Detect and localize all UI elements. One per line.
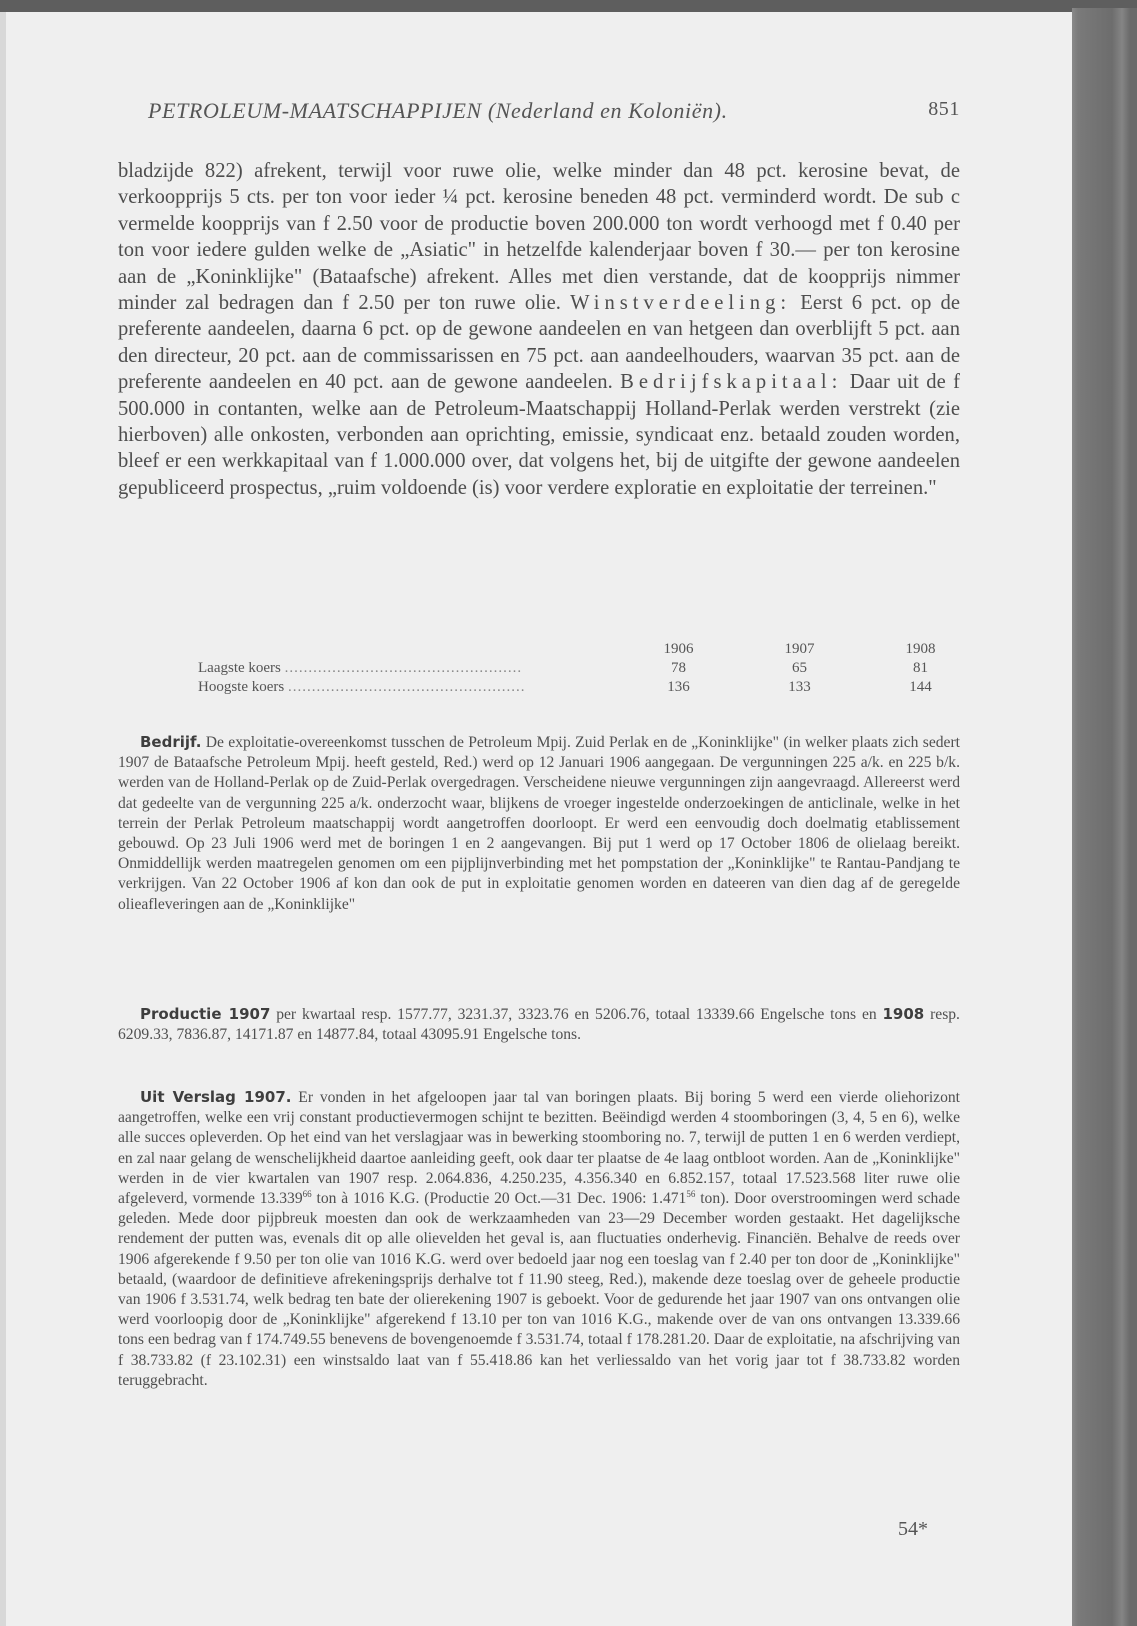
section-bedrijf [118, 732, 960, 915]
running-head-title: PETROLEUM-MAATSCHAPPIJEN (Nederland en Koloniën). [148, 98, 728, 123]
subheading-winstverdeeling: Winstverdeeling: [570, 292, 792, 315]
section-text: resp. 6209.33, 7836.87, 14171.87 en 14877.84, totaal 43095.91 Engelsche tons. [118, 1006, 960, 1044]
section-heading-year: 1908 [882, 1005, 925, 1023]
paragraph-text: Eerst 6 pct. op de preferente aandeelen, daarna 6 pct. op de gewone aandeelen en van hetgeen dan overblijft 5 pct. aan den directeur, 20 pct. aan de commissarissen en 75 pct. aan aandeelhouders, waarvan 35 pct. aan de preferente aandeelen en 40 pct. aan de gewone aandeelen. [118, 292, 960, 394]
signature-mark: 54* [898, 1518, 928, 1540]
table-cell: 65 [792, 660, 807, 676]
section-heading: Productie 1907 [140, 1005, 271, 1023]
table-header-cell: 1906 [663, 641, 694, 657]
table-cell: 81 [913, 660, 928, 676]
table-row [198, 659, 981, 678]
paragraph-text: Daar uit de f 500.000 in contanten, welke aan de Petroleum-Maatschappij Holland-Perlak werden verstrekt (zie hierboven) alle onkosten, verbonden aan oprichting, emissie, syndicaat enz. betaald zouden worden, bleef er een werkkapitaal van f 1.000.000 over, dat volgens het, bij de uitgifte der gewone aandeelen gepubliceerd prospectus, „ruim voldoende (is) voor verdere exploratie en exploitatie der terreinen." [118, 371, 960, 499]
table-cell: 78 [671, 660, 686, 676]
table-header-cell: 1908 [905, 641, 936, 657]
superscript: 66 [302, 1188, 312, 1199]
row-label: Laagste koers [198, 660, 281, 676]
leader-dots: .................................................. [284, 660, 523, 676]
table-header-row [198, 640, 981, 659]
table-cell: 133 [788, 679, 811, 695]
table-row [198, 678, 981, 697]
page-number: 851 [928, 98, 960, 120]
table-header-cell: 1907 [784, 641, 815, 657]
subheading-bedrijfskapitaal: Bedrijfskapitaal: [620, 371, 843, 394]
scan-right-edge [1072, 8, 1137, 1626]
section-text: ton à 1016 K.G. (Productie 20 Oct.—31 Dec. 1906: 1.471 [311, 1190, 687, 1208]
section-heading: Bedrijf. [140, 733, 202, 751]
section-verslag [118, 1087, 960, 1391]
running-head [148, 98, 960, 128]
paragraph-text: bladzijde 822) afrekent, terwijl voor ruwe olie, welke minder dan 48 pct. kerosine bevat, de verkoopprijs 5 cts. per ton voor ieder ¼ pct. kerosine beneden 48 pct. verminderd wordt. De sub c vermelde koopprijs van f 2.50 voor de productie boven 200.000 ton wordt verhoogd met f 0.40 per ton voor iedere gulden welke de „Asiatic" in hetzelfde kalenderjaar boven f 30.— per ton kerosine aan de „Koninklijke" (Bataafsche) afrekent. Alles met dien verstande, dat de koopprijs nimmer minder zal bedragen dan f 2.50 per ton ruwe olie. [118, 160, 960, 315]
table-cell: 144 [909, 679, 932, 695]
superscript: 56 [686, 1188, 696, 1199]
row-label: Hoogste koers [198, 679, 285, 695]
section-text: per kwartaal resp. 1577.77, 3231.37, 3323.76 en 5206.76, totaal 13339.66 Engelsche tons en [276, 1006, 877, 1023]
section-productie [118, 1004, 960, 1045]
section-text: ton). Door overstroomingen werd schade geleden. Mede door pijpbreuk moesten dan ook de werkzaamheden van 23—29 December worden gestaakt. Het dagelijksche rendement der putten was, evenals dit op alle olievelden het geval is, aan fluctuaties onderhevig. Financiën. Behalve de reeds over 1906 afgerekende f 9.50 per ton olie van 1016 K.G. werd over bedoeld jaar nog een toeslag van f 2.40 per ton door de „Koninklijke" betaald, (waardoor de definitieve afrekeningsprijs derhalve tot f 11.90 steeg, Red.), makende deze toeslag over de geheele productie van 1906 f 3.531.74, welk bedrag ten bate der olierekening 1907 is geboekt. Voor de gedurende het jaar 1907 van ons ontvangen olie werd voorloopig door de „Koninklijke" afgerekend f 13.10 per ton van 1016 K.G., makende over de van ons ontvangen 13.339.66 tons een bedrag van f 174.749.55 benevens de bovengenoemde f 3.531.74, totaal f 178.281.20. Daar de exploitatie, na afschrijving van f 38.733.82 (f 23.102.31) een winstsaldo laat van f 55.418.86 kan het verliessaldo van het vorig jaar tot f 38.733.82 worden teruggebracht. [118, 1190, 960, 1389]
table-header-cell [198, 640, 618, 659]
section-text: Er vonden in het afgeloopen jaar tal van boringen plaats. Bij boring 5 werd een vierde oliehorizont aangetroffen, welke een vrij constant productievermogen schijnt te bezitten. Beëindigd werden 4 stoomboringen (3, 4, 5 en 6), welke alle succes opleverden. Op het eind van het verslagjaar was in bewerking stoomboring no. 7, terwijl de putten 1 en 6 werden verdiept, en zal naar gelang de wenschelijkheid daartoe aanleiding geeft, ook daar ter plaatse de 4e laag ontbloot worden. Aan de „Koninklijke" werden in de vier kwartalen van 1907 resp. 2.064.836, 4.250.235, 4.356.340 en 6.852.157, totaal 17.523.568 liter ruwe olie afgeleverd, vormende 13.339 [118, 1089, 961, 1208]
continued-paragraph [118, 158, 960, 501]
table-cell: 136 [667, 679, 690, 695]
section-text: De exploitatie-overeenkomst tusschen de Petroleum Mpij. Zuid Perlak en de „Koninklijke" (in welker plaats zich sedert 1907 de Bataafsche Petroleum Mpij. heeft gesteld, Red.) werd op 12 Januari 1906 aangegaan. De vergunningen 225 a/k. en 225 b/k. werden van de Holland-Perlak op de Zuid-Perlak overgedragen. Verscheidene nieuwe vergunningen zijn aangevraagd. Allereerst werd dat gedeelte van de vergunning 225 a/k. onderzocht waar, blijkens de vroeger ingestelde onderzoekingen de anticlinale, welke in het terrein der Perlak Petroleum maatschappij wordt aangetroffen doorloopt. Er werd een eenvoudig doch doelmatig etablissement gebouwd. Op 23 Juli 1906 werd met de boringen 1 en 2 aangevangen. Bij put 1 werd op 17 October 1806 de olielaag bereikt. Onmiddellijk werden maatregelen genomen om een pijplijnverbinding met het pompstation der „Koninklijke" te Rantau-Pandjang te verkrijgen. Van 22 October 1906 af kon dan ook de put in exploitatie genomen worden en dateeren van dien dag af de geregelde olieafleveringen aan de „Koninklijke" [118, 734, 961, 913]
section-heading: Uit Verslag 1907. [140, 1088, 292, 1106]
leader-dots: .................................................. [288, 679, 526, 695]
koers-table [198, 640, 981, 697]
